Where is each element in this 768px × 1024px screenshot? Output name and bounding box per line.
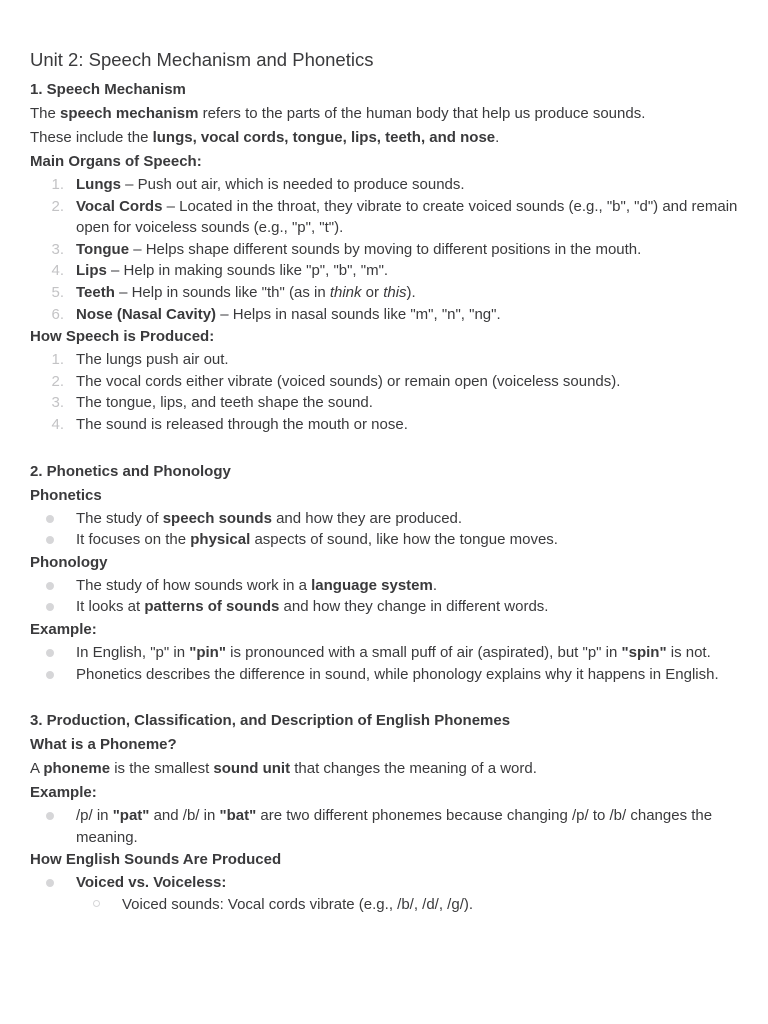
sounds-produced-list [30, 872, 738, 915]
bullet-icon [46, 603, 54, 611]
subheading-how-sounds-produced: How English Sounds Are Produced [30, 851, 282, 869]
subheading-how-speech-produced: How Speech is Produced: [30, 328, 215, 346]
section-heading-phonemes: 3. Production, Classification, and Description of English Phonemes [30, 712, 511, 730]
list-item: The study of how sounds work in a language system. [30, 575, 738, 597]
organs-list [30, 174, 738, 325]
subheading-example: Example: [30, 620, 97, 638]
list-item-nested: Voiced sounds: Vocal cords vibrate (e.g., /b/, /d/, /g/). [30, 894, 738, 916]
example-list [30, 642, 738, 685]
list-item: 3. The tongue, lips, and teeth shape the sound. [51, 394, 373, 412]
subheading-main-organs: Main Organs of Speech: [30, 153, 202, 170]
phoneme-example-list [30, 805, 738, 848]
list-item: It looks at patterns of sounds and how they change in different words. [30, 596, 738, 618]
bullet-icon [46, 812, 54, 820]
list-item: Phonetics describes the difference in sound, while phonology explains why it happens in English. [30, 664, 738, 686]
subheading-phonetics: Phonetics [30, 486, 102, 504]
subheading-phonology: Phonology [30, 553, 108, 571]
phonetics-list [30, 508, 738, 551]
list-item: Voiced vs. Voiceless: [30, 872, 738, 894]
subheading-example: Example: [30, 784, 97, 802]
list-item: It focuses on the physical aspects of sound, like how the tongue moves. [30, 529, 738, 551]
list-item: 4. The sound is released through the mouth or nose. [51, 415, 408, 433]
paragraph-phoneme-definition: A phoneme is the smallest sound unit that changes the meaning of a word. [30, 760, 537, 778]
list-item: 3. Tongue – Helps shape different sounds by moving to different positions in the mouth. [51, 240, 642, 258]
bullet-icon [46, 515, 54, 523]
list-item: 5. Teeth – Help in sounds like "th" (as in think or this). [51, 283, 416, 301]
list-item: 1. The lungs push air out. [51, 351, 229, 369]
list-item: In English, "p" in "pin" is pronounced with a small puff of air (aspirated), but "p" in "spin" is not. [30, 642, 738, 664]
list-item: 4. Lips – Help in making sounds like "p", "b", "m". [51, 262, 389, 280]
subheading-what-is-phoneme: What is a Phoneme? [30, 736, 177, 754]
bullet-icon [46, 582, 54, 590]
bullet-icon [46, 536, 54, 544]
section-heading-speech-mechanism: 1. Speech Mechanism [30, 81, 186, 98]
paragraph-organs-list: These include the lungs, vocal cords, tongue, lips, teeth, and nose. [30, 129, 500, 146]
list-item: 2. The vocal cords either vibrate (voiced sounds) or remain open (voiceless sounds). [51, 372, 621, 390]
section-heading-phonetics-phonology: 2. Phonetics and Phonology [30, 462, 231, 480]
hollow-bullet-icon [93, 900, 100, 907]
list-item: 6. Nose (Nasal Cavity) – Helps in nasal sounds like "m", "n", "ng". [51, 305, 501, 323]
paragraph-speech-mechanism: The speech mechanism refers to the parts of the human body that help us produce sounds. [30, 105, 646, 122]
bullet-icon [46, 671, 54, 679]
list-item: 2. Vocal Cords – Located in the throat, they vibrate to create voiced sounds (e.g., "b", "d") and remain open for voiceless sounds (e.g., "p", "t"). [51, 197, 738, 237]
how-speech-list [30, 349, 738, 435]
list-item: /p/ in "pat" and /b/ in "bat" are two different phonemes because changing /p/ to /b/ changes the meaning. [30, 805, 738, 848]
page-title: Unit 2: Speech Mechanism and Phonetics [30, 49, 374, 70]
bullet-icon [46, 649, 54, 657]
bullet-icon [46, 879, 54, 887]
phonology-list [30, 575, 738, 618]
list-item: 1. Lungs – Push out air, which is needed to produce sounds. [51, 176, 465, 193]
list-item: The study of speech sounds and how they are produced. [30, 508, 738, 530]
